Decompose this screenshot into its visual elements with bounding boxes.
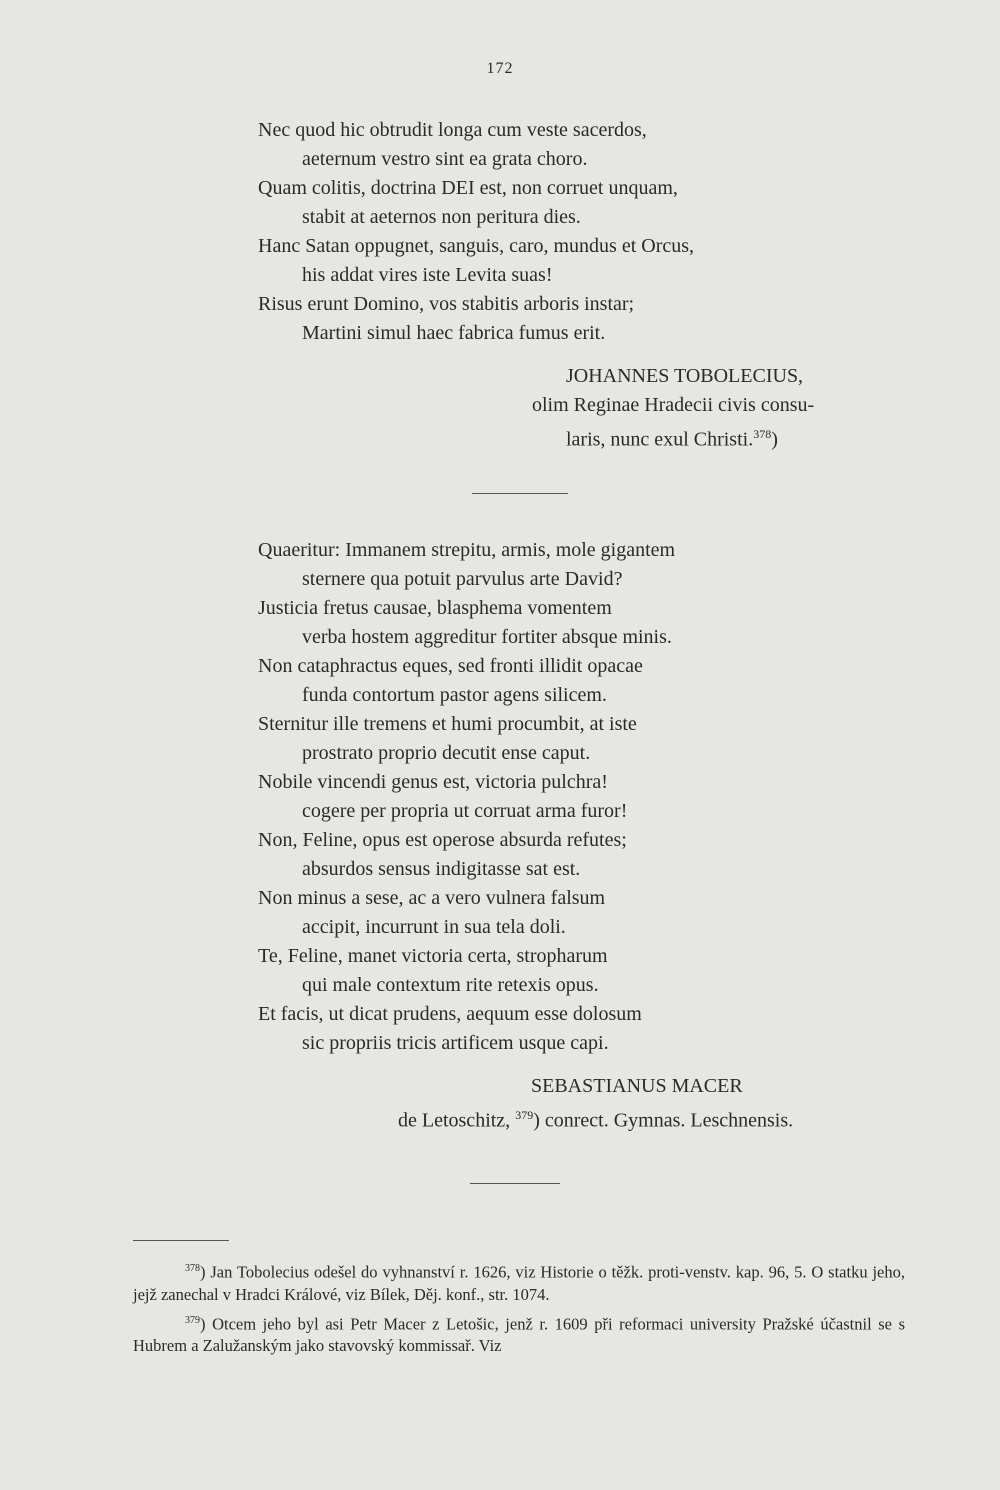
section-divider xyxy=(470,1183,560,1184)
verse-line: Nec quod hic obtrudit longa cum veste sacerdos, xyxy=(258,119,647,141)
verse-line: accipit, incurrunt in sua tela doli. xyxy=(302,916,566,938)
poem-first xyxy=(258,116,898,348)
verse-line: verba hostem aggreditur fortiter absque minis. xyxy=(302,626,672,648)
verse-line: Justicia fretus causae, blasphema vomentem xyxy=(258,597,612,619)
footnote-text: Jan Tobolecius odešel do vyhnanství r. 1626, viz Historie o těžk. proti-venstv. kap. 96, 5. O statku jeho, jejž zanechal v Hradci Králové, viz Bílek, Děj. konf., str. 1074. xyxy=(133,1262,905,1304)
footnote-text: Otcem jeho byl asi Petr Macer z Letošic, jenž r. 1609 při reformaci university Pražské účastnil se s Hubrem a Zalužanským jako stavovský kommissař. Viz xyxy=(133,1314,905,1355)
verse-line: sic propriis tricis artificem usque capi. xyxy=(302,1032,609,1054)
verse-line: cogere per propria ut corruat arma furor! xyxy=(302,800,628,822)
verse-line: Nobile vincendi genus est, victoria pulchra! xyxy=(258,771,608,793)
verse-line: Te, Feline, manet victoria certa, stropharum xyxy=(258,945,608,967)
footnote-378 xyxy=(133,1258,905,1306)
author-name-macer: SEBASTIANUS MACER xyxy=(531,1075,743,1097)
verse-line: Sternitur ille tremens et humi procumbit, at iste xyxy=(258,713,637,735)
author-title-text: de Letoschitz, xyxy=(398,1109,516,1132)
verse-line: Hanc Satan oppugnet, sanguis, caro, mundus et Orcus, xyxy=(258,235,695,257)
verse-line: aeternum vestro sint ea grata choro. xyxy=(302,148,588,170)
verse-line: funda contortum pastor agens silicem. xyxy=(302,684,607,706)
verse-line: Risus erunt Domino, vos stabitis arboris instar; xyxy=(258,293,635,315)
footnote-paren: ) xyxy=(200,1314,206,1333)
footnote-number: 378 xyxy=(185,1263,200,1274)
author-title-text: laris, nunc exul Christi. xyxy=(566,428,754,451)
page-number: 172 xyxy=(486,60,514,77)
author-title-line xyxy=(398,1101,793,1136)
section-divider xyxy=(472,493,568,494)
verse-line: Quaeritur: Immanem strepitu, armis, mole gigantem xyxy=(258,539,676,561)
footnote-number: 379 xyxy=(185,1314,200,1326)
author-title-text: ) conrect. Gymnas. Leschnensis. xyxy=(533,1109,794,1132)
footnote-ref-paren: ) xyxy=(771,428,778,451)
footnotes xyxy=(133,1258,905,1361)
verse-line: his addat vires iste Levita suas! xyxy=(302,264,553,286)
verse-line: Non cataphractus eques, sed fronti illidit opacae xyxy=(258,655,643,677)
footnote-paren: ) xyxy=(200,1262,206,1282)
verse-line: qui male contextum rite retexis opus. xyxy=(302,974,599,996)
author-name-tobolecius: JOHANNES TOBOLECIUS, xyxy=(566,365,804,387)
verse-line: prostrato proprio decutit ense caput. xyxy=(302,742,591,764)
poem-second xyxy=(258,536,898,1058)
verse-line: Non minus a sese, ac a vero vulnera falsum xyxy=(258,887,606,909)
verse-line: Et facis, ut dicat prudens, aequum esse dolosum xyxy=(258,1003,642,1025)
verse-line: Martini simul haec fabrica fumus erit. xyxy=(302,322,606,344)
footnote-separator xyxy=(133,1240,229,1241)
verse-line: Non, Feline, opus est operose absurda refutes; xyxy=(258,829,627,851)
verse-line: absurdos sensus indigitasse sat est. xyxy=(302,858,581,880)
verse-line: stabit at aeternos non peritura dies. xyxy=(302,206,581,228)
footnote-379 xyxy=(133,1310,905,1358)
author-title-line xyxy=(566,420,778,455)
footnote-ref-378: 378 xyxy=(753,427,772,441)
verse-line: Quam colitis, doctrina DEI est, non corruet unquam, xyxy=(258,177,678,199)
verse-line: sternere qua potuit parvulus arte David? xyxy=(302,568,623,590)
author-title-line: olim Reginae Hradecii civis consu- xyxy=(532,394,815,416)
footnote-ref-379: 379 xyxy=(515,1108,534,1122)
